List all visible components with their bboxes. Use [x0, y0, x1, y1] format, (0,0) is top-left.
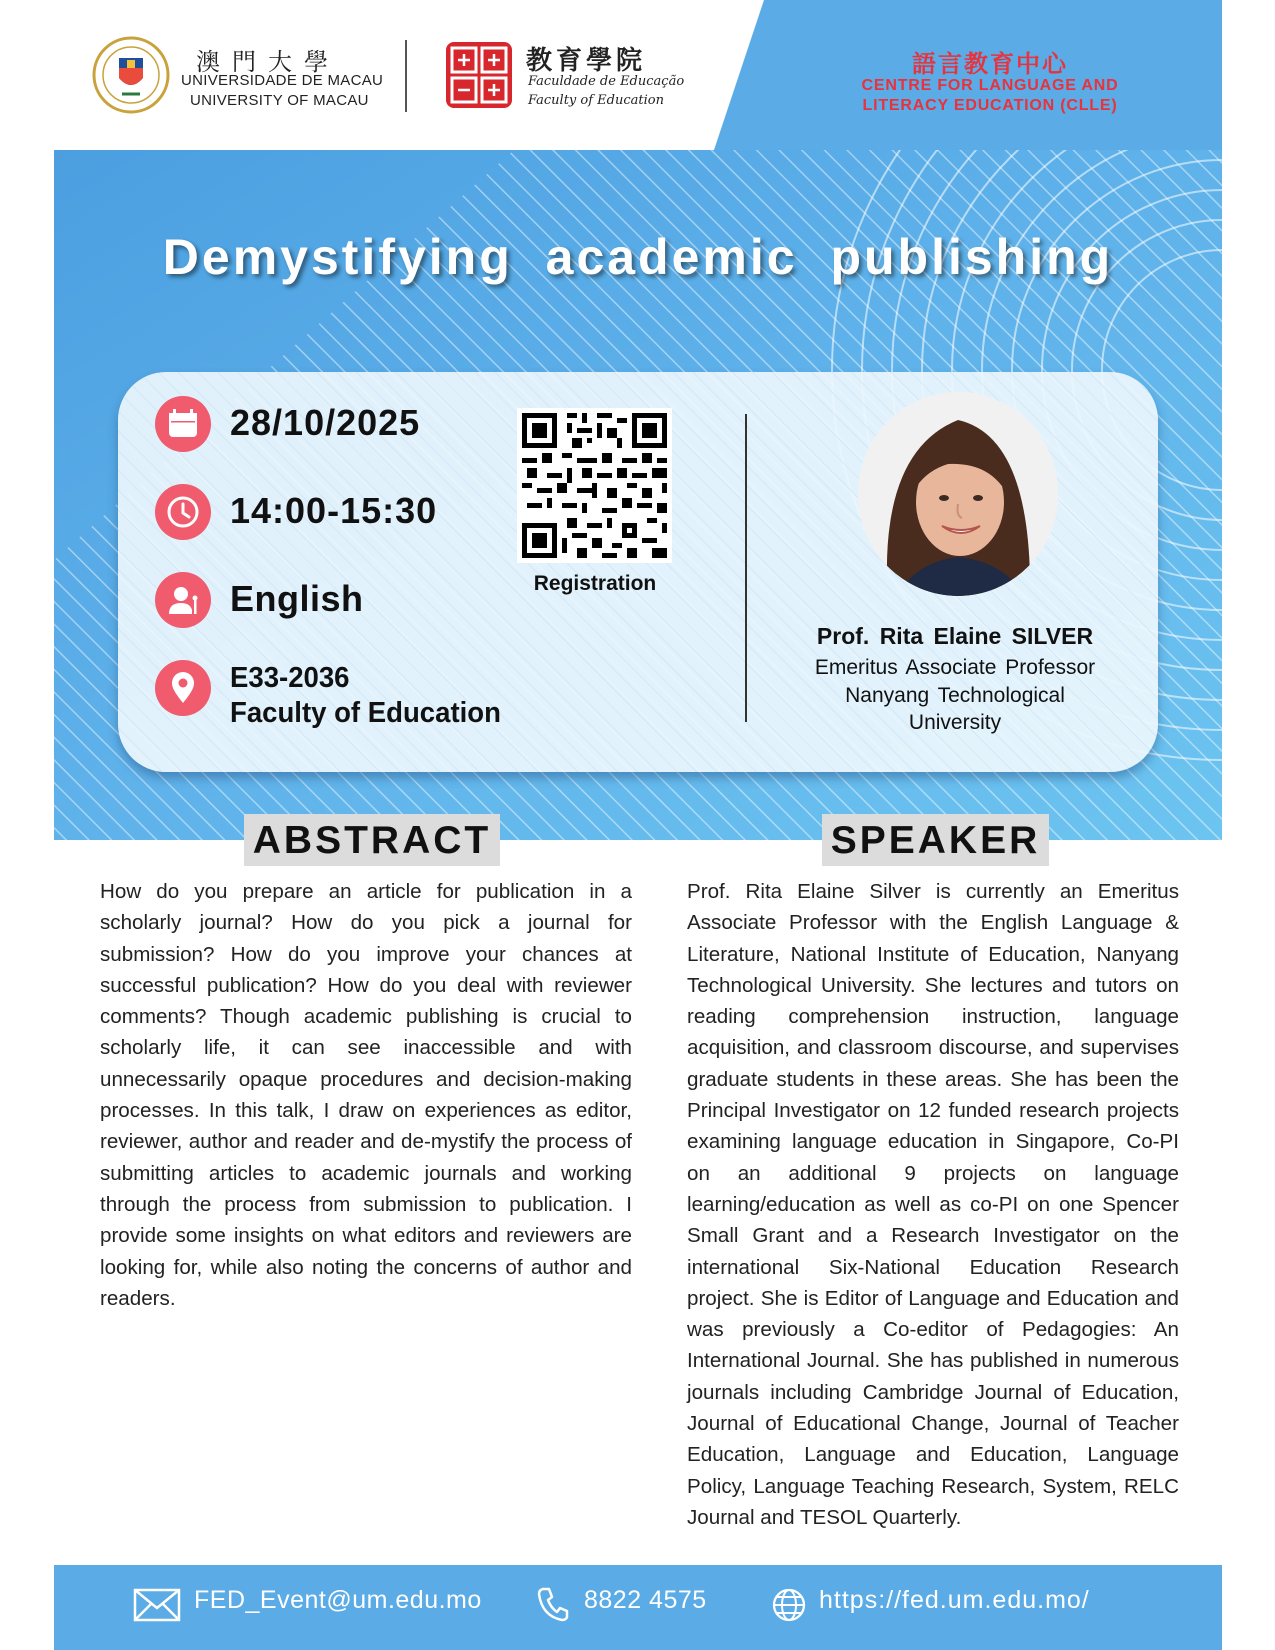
speaker-portrait: [858, 392, 1058, 596]
um-name-english: UNIVERSITY OF MACAU: [190, 92, 369, 109]
phone-icon: [536, 1586, 570, 1622]
footer-email[interactable]: FED_Event@um.edu.mo: [194, 1586, 482, 1614]
clle-name-english-line1: CENTRE FOR LANGUAGE AND: [861, 77, 1119, 94]
um-name-chinese: 澳門大學: [196, 48, 340, 76]
footer-phone[interactable]: 8822 4575: [584, 1586, 707, 1614]
speaker-affiliation-line1: Nanyang Technological: [845, 684, 1065, 707]
person-icon: [155, 572, 211, 628]
calendar-icon: [155, 396, 211, 452]
um-name-portuguese: UNIVERSIDADE DE MACAU: [181, 72, 384, 89]
faculty-seal-icon: [444, 40, 514, 110]
speaker-bio-text: Prof. Rita Elaine Silver is currently an Emeritus Associate Professor with the English Language & Literature, National Institute of Education, Nanyang Technological University. She lectures and tutors on reading comprehension instruction, language acquisition, and classroom discourse, and supervises graduate students in these areas. She has been the Principal Investigator on 12 funded research projects examining language education in Singapore, Co-PI on an additional 9 projects on language learning/education as well as co-PI on one Spencer Small Grant and a Research Investigator on the international Six-National Education Research project. She is Editor of Language and Education and was previously a Co-editor of Pedagogies: An International Journal. She has published in numerous journals including Cambridge Journal of Education, Journal of Educational Change, Journal of Teacher Education, Language and Education, Language Policy, Language Teaching Research, System, RELC Journal and TESOL Quarterly.: [687, 880, 1179, 1529]
faculty-name-portuguese: Faculdade de Educação: [528, 74, 685, 89]
footer-website[interactable]: https://fed.um.edu.mo/: [819, 1586, 1090, 1614]
event-time: 14:00-15:30: [230, 490, 438, 531]
registration-label: Registration: [533, 572, 657, 595]
faculty-name-english: Faculty of Education: [528, 93, 664, 108]
clle-name-english: [820, 76, 1160, 116]
header-divider: [405, 40, 407, 112]
event-date: 28/10/2025: [230, 402, 421, 443]
event-language: English: [230, 578, 364, 619]
university-of-macau-crest-icon: [92, 36, 170, 114]
speaker-name: Prof. Rita Elaine SILVER: [816, 623, 1094, 649]
mail-icon: [133, 1588, 181, 1622]
clock-icon: [155, 484, 211, 540]
venue-name: Faculty of Education: [230, 697, 501, 729]
abstract-text: How do you prepare an article for publication in a scholarly journal? How do you pick a journal for submission? How do you improve your chances at successful publication? How do you deal with reviewer comments? Though academic publishing is crucial to scholarly life, it can see inaccessible and with unnecessarily opaque procedures and decision-making processes. In this talk, I draw on experiences as editor, reviewer, author and reader and de-mystify the process of submitting articles to academic journals and working through the process from submission to publication. I provide some insights on what editors and reviewers are looking for, while also noting the concerns of author and readers.: [100, 880, 632, 1310]
speaker-title: Emeritus Associate Professor: [814, 656, 1096, 679]
faculty-name-chinese: 教育學院: [526, 46, 647, 76]
speaker-affiliation-line2: University: [908, 711, 1002, 734]
clle-name-english-line2: LITERACY EDUCATION (CLLE): [862, 97, 1118, 114]
clle-name-chinese: 語言教育中心: [912, 51, 1068, 78]
location-pin-icon: [155, 660, 211, 716]
abstract-heading: ABSTRACT: [244, 814, 500, 866]
speaker-heading: SPEAKER: [822, 814, 1049, 866]
event-title: Demystifying academic publishing: [162, 229, 1114, 285]
globe-icon: [771, 1587, 807, 1623]
registration-qr-code[interactable]: [517, 408, 672, 563]
venue-room: E33-2036: [230, 662, 350, 694]
